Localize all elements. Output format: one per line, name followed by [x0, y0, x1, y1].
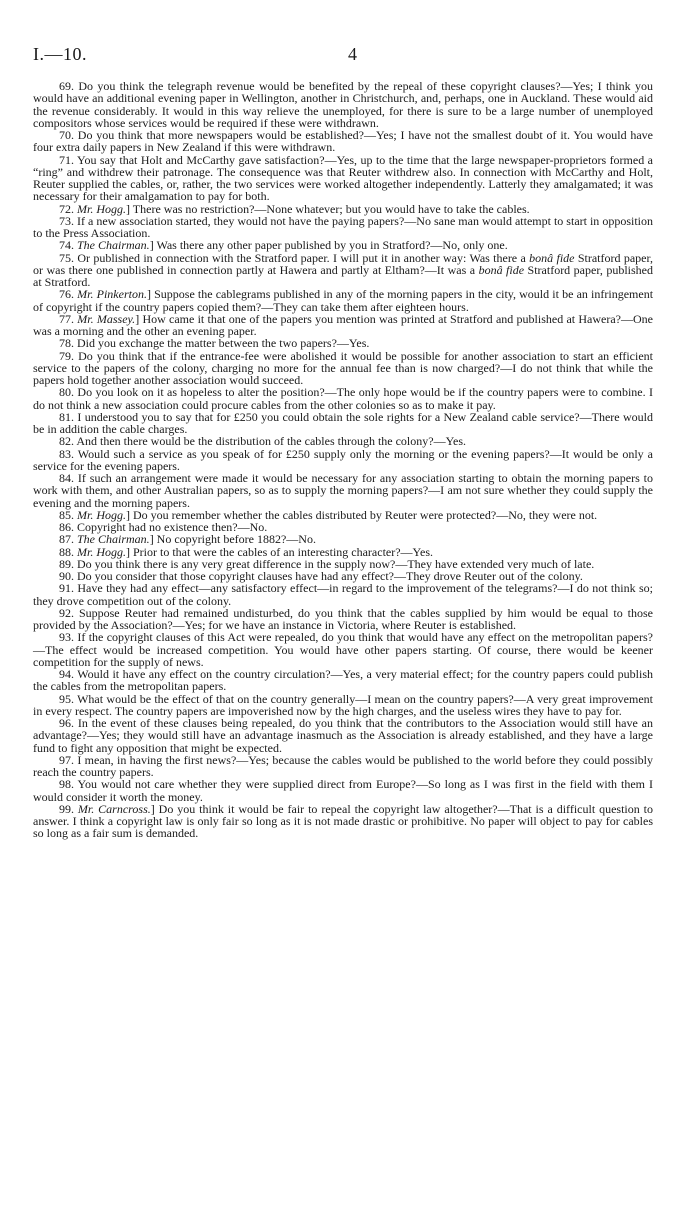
question-paragraph: 90. Do you consider that those copyright clauses have had any effect?—They drove Reuter out of the colony. [59, 569, 583, 583]
question-paragraph: 87. The Chairman.] No copyright before 1882?—No. [59, 532, 316, 547]
question-paragraph: 88. Mr. Hogg.] Prior to that were the cables of an interesting character?—Yes. [59, 544, 434, 559]
document-reference: I.—10. [33, 44, 87, 64]
document-body [33, 80, 653, 840]
question-paragraph: 79. Do you think that if the entrance-fee were abolished it would be possible for another association to start an efficient service to the papers of the colony, charging no more for the annual fee than is now charged?—I do not think that while the papers hold together another association would succeed. [33, 348, 653, 387]
question-paragraph: 89. Do you think there is any very great difference in the supply now?—They have extended very much of late. [59, 556, 595, 571]
question-paragraph: 92. Suppose Reuter had remained undisturbed, do you think that the cables supplied by him would be equal to those provided by the Association?—Yes; for we have an instance in Victoria, where Reuter is established. [33, 605, 653, 632]
question-paragraph: 83. Would such a service as you speak of for £250 supply only the morning or the evening papers?—It would be only a service for the evening papers. [33, 446, 653, 473]
page-number: 4 [348, 44, 357, 64]
question-paragraph: 86. Copyright had no existence then?—No. [59, 520, 268, 534]
question-paragraph: 70. Do you think that more newspapers would be established?—Yes; I have not the smallest doubt of it. You would have four extra daily papers in New Zealand if this were withdrawn. [33, 128, 653, 155]
question-paragraph: 94. Would it have any effect on the country circulation?—Yes, a very material effect; for the country papers could publish the cables from the metropolitan papers. [33, 667, 653, 694]
question-paragraph: 75. Or published in connection with the Stratford paper. I will put it in another way: Was there a bonâ fide Stratford paper, or was there one published in connection partly at Hawera and partly at Eltham?—It was a bonâ fide Stratford paper, published at Stratford. [33, 250, 654, 289]
question-paragraph: 98. You would not care whether they were supplied direct from Europe?—So long as I was first in the field with them I would consider it worth the money. [33, 777, 653, 804]
question-paragraph: 81. I understood you to say that for £250 you could obtain the sole rights for a New Zealand cable service?—There would be in addition the cable charges. [33, 409, 653, 436]
question-paragraph: 74. The Chairman.] Was there any other paper published by you in Stratford?—No, only one. [59, 238, 508, 253]
question-paragraph: 99. Mr. Carncross.] Do you think it would be fair to repeal the copyright law altogether?—That is a difficult question to answer. I think a copyright law is only fair so long as it is not made drastic or prohibitive. No paper will object to pay for cables so long as a fair sum is demanded. [33, 801, 653, 841]
question-paragraph: 73. If a new association started, they would not have the paying papers?—No sane man would attempt to start in opposition to the Press Association. [33, 213, 653, 240]
question-paragraph: 91. Have they had any effect—any satisfactory effect—in regard to the improvement of the telegrams?—I do not think so; they drove competition out of the colony. [33, 581, 653, 608]
question-paragraph: 96. In the event of these clauses being repealed, do you think that the contributors to the Association would still have an advantage?—Yes; they would still have an advantage inasmuch as the Association is already established, and they have a large fund to fight any opposition that might be expected. [33, 716, 653, 755]
question-paragraph: 71. You say that Holt and McCarthy gave satisfaction?—Yes, up to the time that the large newspaper-proprietors formed a “ring” and withdrew their patronage. The consequence was that Reuter withdrew also. In connection with McCarthy and Holt, Reuter supplied the cables, or, rather, the two services were worked altogether independently. Latterly they amalgamated; it was necessary for their amalgamation to pay for both. [33, 152, 653, 204]
question-paragraph: 77. Mr. Massey.] How came it that one of the papers you mention was printed at Stratford and published at Hawera?—One was a morning and the other an evening paper. [33, 311, 653, 338]
question-paragraph: 93. If the copyright clauses of this Act were repealed, do you think that would have any effect on the metropolitan papers?—The effect would be increased competition. You would have other papers starting. Of course, there would be keener competition for the supply of news. [33, 630, 653, 669]
question-paragraph: 76. Mr. Pinkerton.] Suppose the cablegrams published in any of the morning papers in the city, would it be an infringement of copyright if the country papers copied them?—They can take them after eighteen hours. [33, 287, 654, 314]
question-paragraph: 82. And then there would be the distribution of the cables through the colony?—Yes. [59, 434, 467, 449]
question-paragraph: 97. I mean, in having the first news?—Yes; because the cables would be published to the world before they could possibly reach the country papers. [33, 752, 653, 779]
question-paragraph: 85. Mr. Hogg.] Do you remember whether the cables distributed by Reuter were protected?—No, they were not. [59, 507, 598, 522]
question-paragraph: 95. What would be the effect of that on the country generally—I mean on the country papers?—A very great improvement in every respect. The country papers are impoverished now by the high charges, and the useless wires they have to pay for. [33, 691, 653, 718]
question-paragraph: 72. Mr. Hogg.] There was no restriction?—None whatever; but you would have to take the cables. [59, 201, 530, 216]
question-paragraph: 78. Did you exchange the matter between the two papers?—Yes. [59, 336, 370, 351]
question-paragraph: 69. Do you think the telegraph revenue would be benefited by the repeal of these copyright clauses?—Yes; I think you would have an additional evening paper in Wellington, another in Christchurch, and, perhaps, one in Auckland. These would aid the revenue considerably. It would in this way relieve the unemployed, for there is sure to be a large number of unemployed compositors whose services would be required if these were withdrawn. [33, 79, 653, 130]
question-paragraph: 80. Do you look on it as hopeless to alter the position?—The only hope would be if the country papers were to combine. I do not think a new association could procure cables from the other colonies so as to make it pay. [33, 385, 653, 412]
question-paragraph: 84. If such an arrangement were made it would be necessary for any association starting to obtain the morning papers to work with them, and other Australian papers, so as to supply the morning papers?—I am not sure whether they could supply the evening and the morning papers. [33, 471, 653, 510]
page-header [33, 44, 667, 66]
